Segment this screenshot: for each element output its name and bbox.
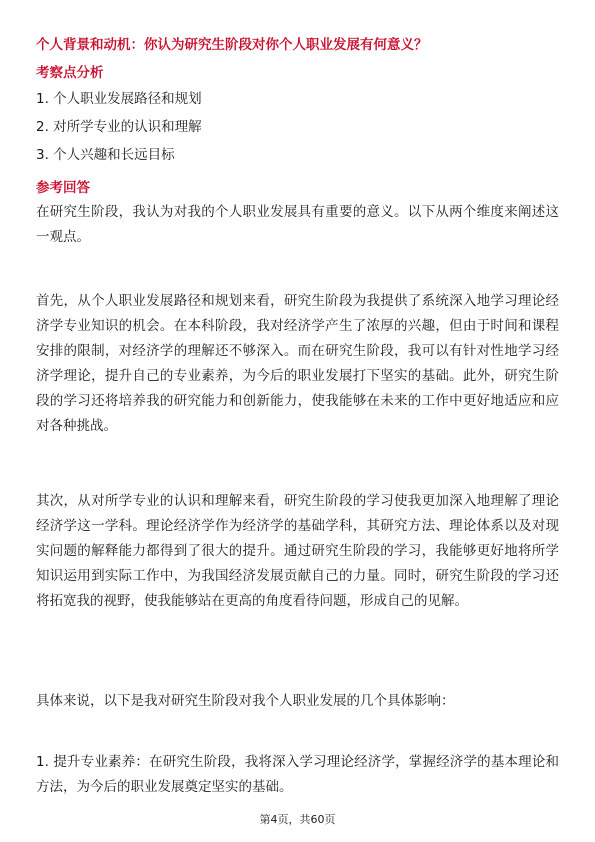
- question-title: 个人背景和动机：你认为研究生阶段对你个人职业发展有何意义？: [36, 37, 428, 53]
- analysis-heading: 考察点分析: [36, 65, 104, 81]
- analysis-point-1: 1. 个人职业发展路径和规划: [36, 91, 202, 107]
- answer-paragraph-1: 在研究生阶段，我认为对我的个人职业发展具有重要的意义。以下从两个维度来阐述这一观点。: [36, 204, 559, 245]
- answer-paragraph-2: 首先，从个人职业发展路径和规划来看，研究生阶段为我提供了系统深入地学习理论经济学专业知识的机会。在本科阶段，我对经济学产生了浓厚的兴趣，但由于时间和课程安排的限制，对经济学的理解还不够深入。而在研究生阶段，我可以有针对性地学习经济学理论，提升自己的专业素养，为今后的职业发展打下坚实的基础。此外，研究生阶段的学习还将培养我的研究能力和创新能力，使我能够在未来的工作中更好地适应和应对各种挑战。: [36, 293, 559, 434]
- answer-paragraph-4: 具体来说，以下是我对研究生阶段对我个人职业发展的几个具体影响：: [36, 693, 455, 709]
- analysis-point-2: 2. 对所学专业的认识和理解: [36, 119, 202, 135]
- answer-paragraph-3: 其次，从对所学专业的认识和理解来看，研究生阶段的学习使我更加深入地理解了理论经济学这一学科。理论经济学作为经济学的基础学科，其研究方法、理论体系以及对现实问题的解释能力都得到了很大的提升。通过研究生阶段的学习，我能够更好地将所学知识运用到实际工作中，为我国经济发展贡献自己的力量。同时，研究生阶段的学习还将拓宽我的视野，使我能够站在更高的角度看待问题，形成自己的见解。: [36, 493, 559, 609]
- answer-heading: 参考回答: [36, 180, 90, 196]
- analysis-point-3: 3. 个人兴趣和长远目标: [36, 147, 175, 163]
- page-number: 第4页，共60页: [259, 813, 336, 826]
- answer-paragraph-5: 1. 提升专业素养：在研究生阶段，我将深入学习理论经济学，掌握经济学的基本理论和方法，为今后的职业发展奠定坚实的基础。: [36, 754, 559, 795]
